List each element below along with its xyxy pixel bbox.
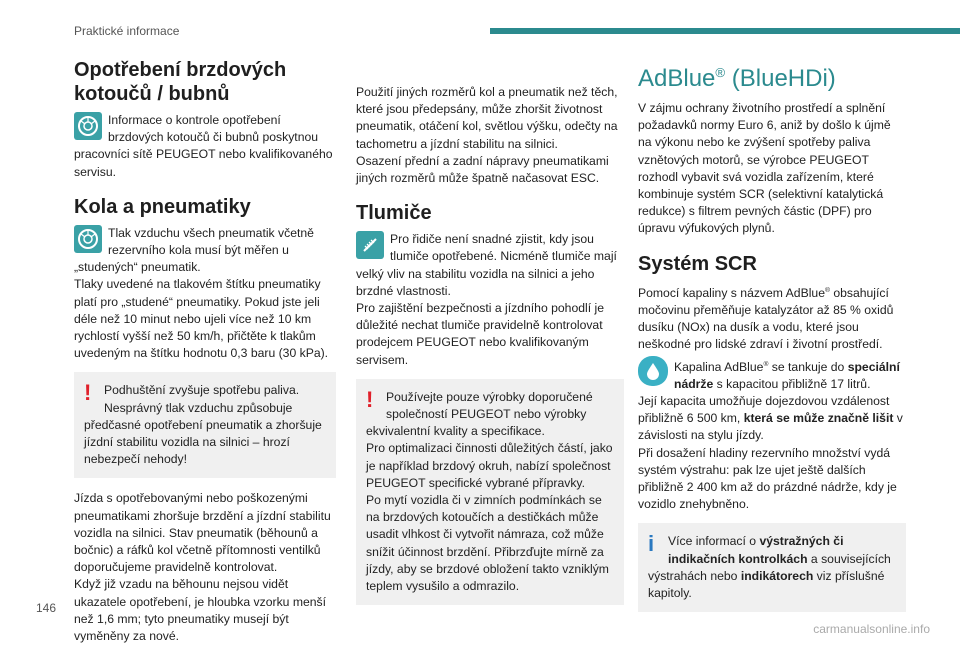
column-3 [638,58,906,624]
heading-scr: Systém SCR [638,252,757,275]
warning-text: Používejte pouze výrobky doporučené společností PEUGEOT nebo výrobky ekvivalentní kvality a specifikace. Pro optimalizaci činnosti důležitých částí, jako je například brzdový okruh, nabízí společnost PEUGEOT specifické vybrané přípravky. Po mytí vozidla či v zimních podmínkách se na brzdových kotoučích a destičkách může usadit vlhkost či vytvořit námraza, což může snížit účinnost brzdění. Přibrzďujte mírně za jízdy, aby se brzdové obložení takto vzniklým teplem vysušilo a odmrazilo. [366,389,613,594]
info-icon: i [648,531,655,557]
warning-text: Podhuštění zvyšuje spotřebu paliva. Nesprávný tlak vzduchu způsobuje předčasné opotřebení pneumatik a zhoršuje jízdní stabilitu vozidla na silnici – hrozí nebezpečí nehody! [84,383,322,467]
shock-absorber-icon [356,231,384,259]
tyre-icon [74,112,102,140]
brakes-text: Informace o kontrole opotřebení brzdových kotoučů či bubnů poskytnou pracovníci sítě PEUGEOT nebo kvalifikovaného servisu. [74,113,333,179]
warning-icon: ! [84,380,92,406]
heading-wheels: Kola a pneumatiky [74,195,251,218]
info-box-warnings [638,523,906,612]
adblue-text: V zájmu ochrany životního prostředí a splnění požadavků normy Euro 6, aniž by došlo k újmě na výkonu nebo ke zvýšení spotřeby paliva vznětových motorů, se výrobce PEUGEOT rozhodl vybavit svá vozidla zařízením, které kombinuje systém SCR (selektivní katalytická redukce) s filtrem pevných částic (DPF) pro úpravu výfukových plynů. [638,101,891,236]
shocks-text: Pro řidiče není snadné zjistit, kdy jsou tlumiče opotřebené. Nicméně tlumiče mají velký vliv na stabilitu vozidla na silnici a jeho brzdné vlastnosti. Pro zajištění bezpečnosti a jízdního pohodlí je důležité nechat tlumiče pravidelně kontrolovat prodejcem PEUGEOT nebo kvalifikovaným servisem. [356,232,617,367]
page-number: 146 [36,601,57,615]
heading-brakes: Opotřebení brzdových kotoučů / bubnů [74,59,287,105]
warning-box-pressure [74,372,336,478]
adblue-tank-text: Kapalina AdBlue® se tankuje do speciální nádrže s kapacitou přibližně 17 litrů. Její kapacita umožňuje dojezdovou vzdálenost přibližně 6 500 km, která se může značně lišit v závislosti na stylu jízdy. Při dosažení hladiny rezervního množství vydá systém výstrahu: pak lze ujet ještě dalších přibližně 2 400 km až do prázdné nádrže, kdy je vozidlo znehybněno. [638,359,903,512]
heading-adblue: AdBlue® (BlueHDi) [638,65,836,92]
worn-tyres-text: Jízda s opotřebovanými nebo poškozenými pneumatikami zhoršuje brzdění a jízdní stabilitu vozidla na silnici. Stav pneumatik (běhounů a bočnic) a ráfků kol včetně přítomnosti ventilků doporučujeme pravidelně kontrolovat. Když již vzadu na běhounu nejsou vidět ukazatele opotřebení, je hloubka vzorku menší než 1,6 mm; tyto pneumatiky musejí být vyměněny za nové. [74,491,331,644]
watermark: carmanualsonline.info [813,622,930,636]
info-text: Více informací o výstražných či indikačních kontrolkách a souvisejících výstrahách nebo indikátorech viz příslušné kapitoly. [648,534,891,600]
warning-box-products [356,379,624,605]
header-section-label: Praktické informace [74,24,180,38]
adblue-icon [638,356,668,386]
warning-icon: ! [366,386,374,412]
scr-text: Pomocí kapaliny s názvem AdBlue® obsahující močovinu přeměňuje katalyzátor až 85 % oxidů dusíku (NOx) na dusík a vodu, které jsou neškodné pro lidské zdraví i životní prostředí. [638,285,894,352]
header-accent-bar [490,28,960,34]
column-1 [74,58,336,655]
column-2 [356,84,624,617]
tyre-icon [74,225,102,253]
tyre-sizes-text: Použití jiných rozměrů kol a pneumatik než těch, které jsou předepsány, může zhoršit životnost pneumatik, otáčení kol, světlou výšku, odečty na tachometru a jízdní stabilitu na silnici. Osazení přední a zadní nápravy pneumatikami jiných rozměrů může špatně načasovat ESC. [356,85,618,186]
heading-shocks: Tlumiče [356,202,432,225]
wheels-text: Tlak vzduchu všech pneumatik včetně rezervního kola musí být měřen u „studených“ pneumatik. Tlaky uvedené na tlakovém štítku pneumatiky platí pro „studené“ pneumatiky. Pokud jste jeli déle než 10 minut nebo ujeli více než 10 km rychlostí vyšší než 50 km/h, přičtěte k tlakům uvedeným na štítku hodnotu 0,3 baru (30 kPa). [74,225,329,361]
